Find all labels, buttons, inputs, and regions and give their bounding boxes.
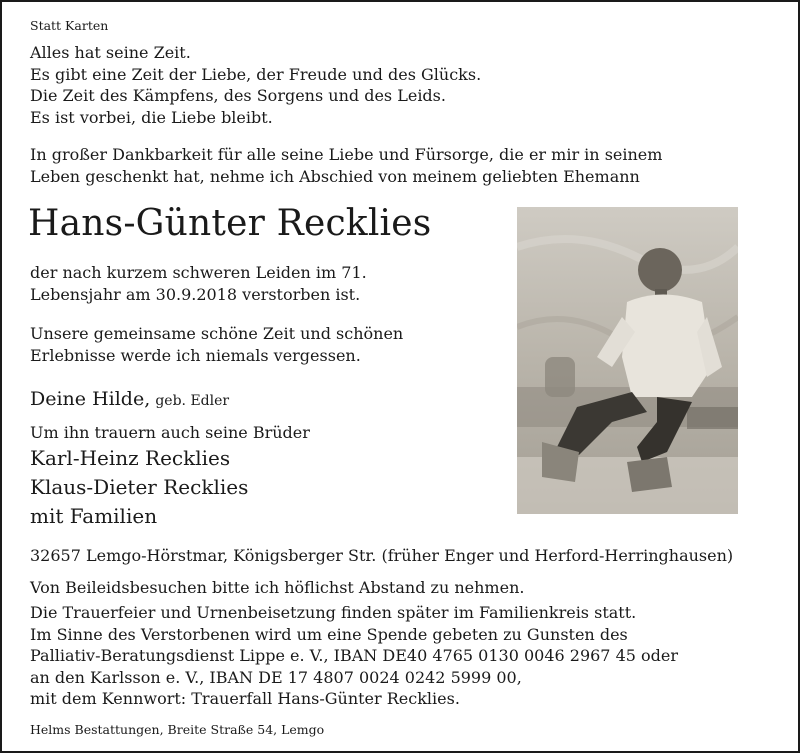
intro-text: [30, 144, 662, 187]
address: 32657 Lemgo-Hörstmar, Königsberger Str. (früher Enger und Herford-Herringhausen): [30, 546, 734, 565]
condolence-note: Von Beileidsbesuchen bitte ich höflichst Abstand zu nehmen.: [30, 578, 525, 597]
mourners-intro: Um ihn trauern auch seine Brüder: [30, 423, 310, 442]
details-line: an den Karlsson e. V., IBAN DE 17 4807 0024 0242 5999 00,: [30, 667, 522, 687]
spouse-birth-name: geb. Edler: [155, 393, 230, 409]
intro-line: In großer Dankbarkeit für alle seine Liebe und Fürsorge, die er mir in seinem: [30, 145, 663, 164]
details-line: mit dem Kennwort: Trauerfall Hans-Günter Recklies.: [30, 689, 460, 708]
mourners-list: [30, 444, 248, 531]
ceremony-details: [30, 602, 678, 710]
poem-line: Es gibt eine Zeit der Liebe, der Freude und des Glücks.: [30, 64, 482, 84]
portrait-photo-graphic: [517, 207, 738, 514]
deceased-name: Hans-Günter Recklies: [28, 203, 432, 244]
details-line: Palliativ-Beratungsdienst Lippe e. V., IBAN DE40 4765 0130 0046 2967 45 oder: [30, 646, 678, 665]
poem-line: Die Zeit des Kämpfens, des Sorgens und des Leids.: [30, 86, 446, 105]
spouse-name: Deine Hilde,: [30, 388, 151, 410]
memory-line: Erlebnisse werde ich niemals vergessen.: [30, 345, 361, 365]
details-line: Im Sinne des Verstorbenen wird um eine Spende gebeten zu Gunsten des: [30, 624, 628, 644]
portrait-photo: [517, 207, 738, 514]
details-line: Die Trauerfeier und Urnenbeisetzung finden später im Familienkreis statt.: [30, 603, 637, 622]
header-label: Statt Karten: [30, 18, 109, 33]
mourner-name: Karl-Heinz Recklies: [30, 446, 231, 470]
death-notice-line: der nach kurzem schweren Leiden im 71.: [30, 263, 367, 282]
funeral-home: Helms Bestattungen, Breite Straße 54, Lemgo: [30, 722, 325, 737]
poem-line: Alles hat seine Zeit.: [30, 43, 191, 62]
mourner-name: mit Familien: [30, 504, 158, 528]
death-notice: [30, 262, 367, 305]
death-notice-line: Lebensjahr am 30.9.2018 verstorben ist.: [30, 284, 361, 304]
intro-line: Leben geschenkt hat, nehme ich Abschied von meinem geliebten Ehemann: [30, 166, 640, 186]
memory-line: Unsere gemeinsame schöne Zeit und schönen: [30, 324, 404, 343]
poem-line: Es ist vorbei, die Liebe bleibt.: [30, 107, 273, 127]
mourner-name: Klaus-Dieter Recklies: [30, 475, 249, 499]
poem: [30, 42, 481, 128]
spouse-signature: [30, 388, 229, 410]
memory-text: [30, 323, 403, 366]
